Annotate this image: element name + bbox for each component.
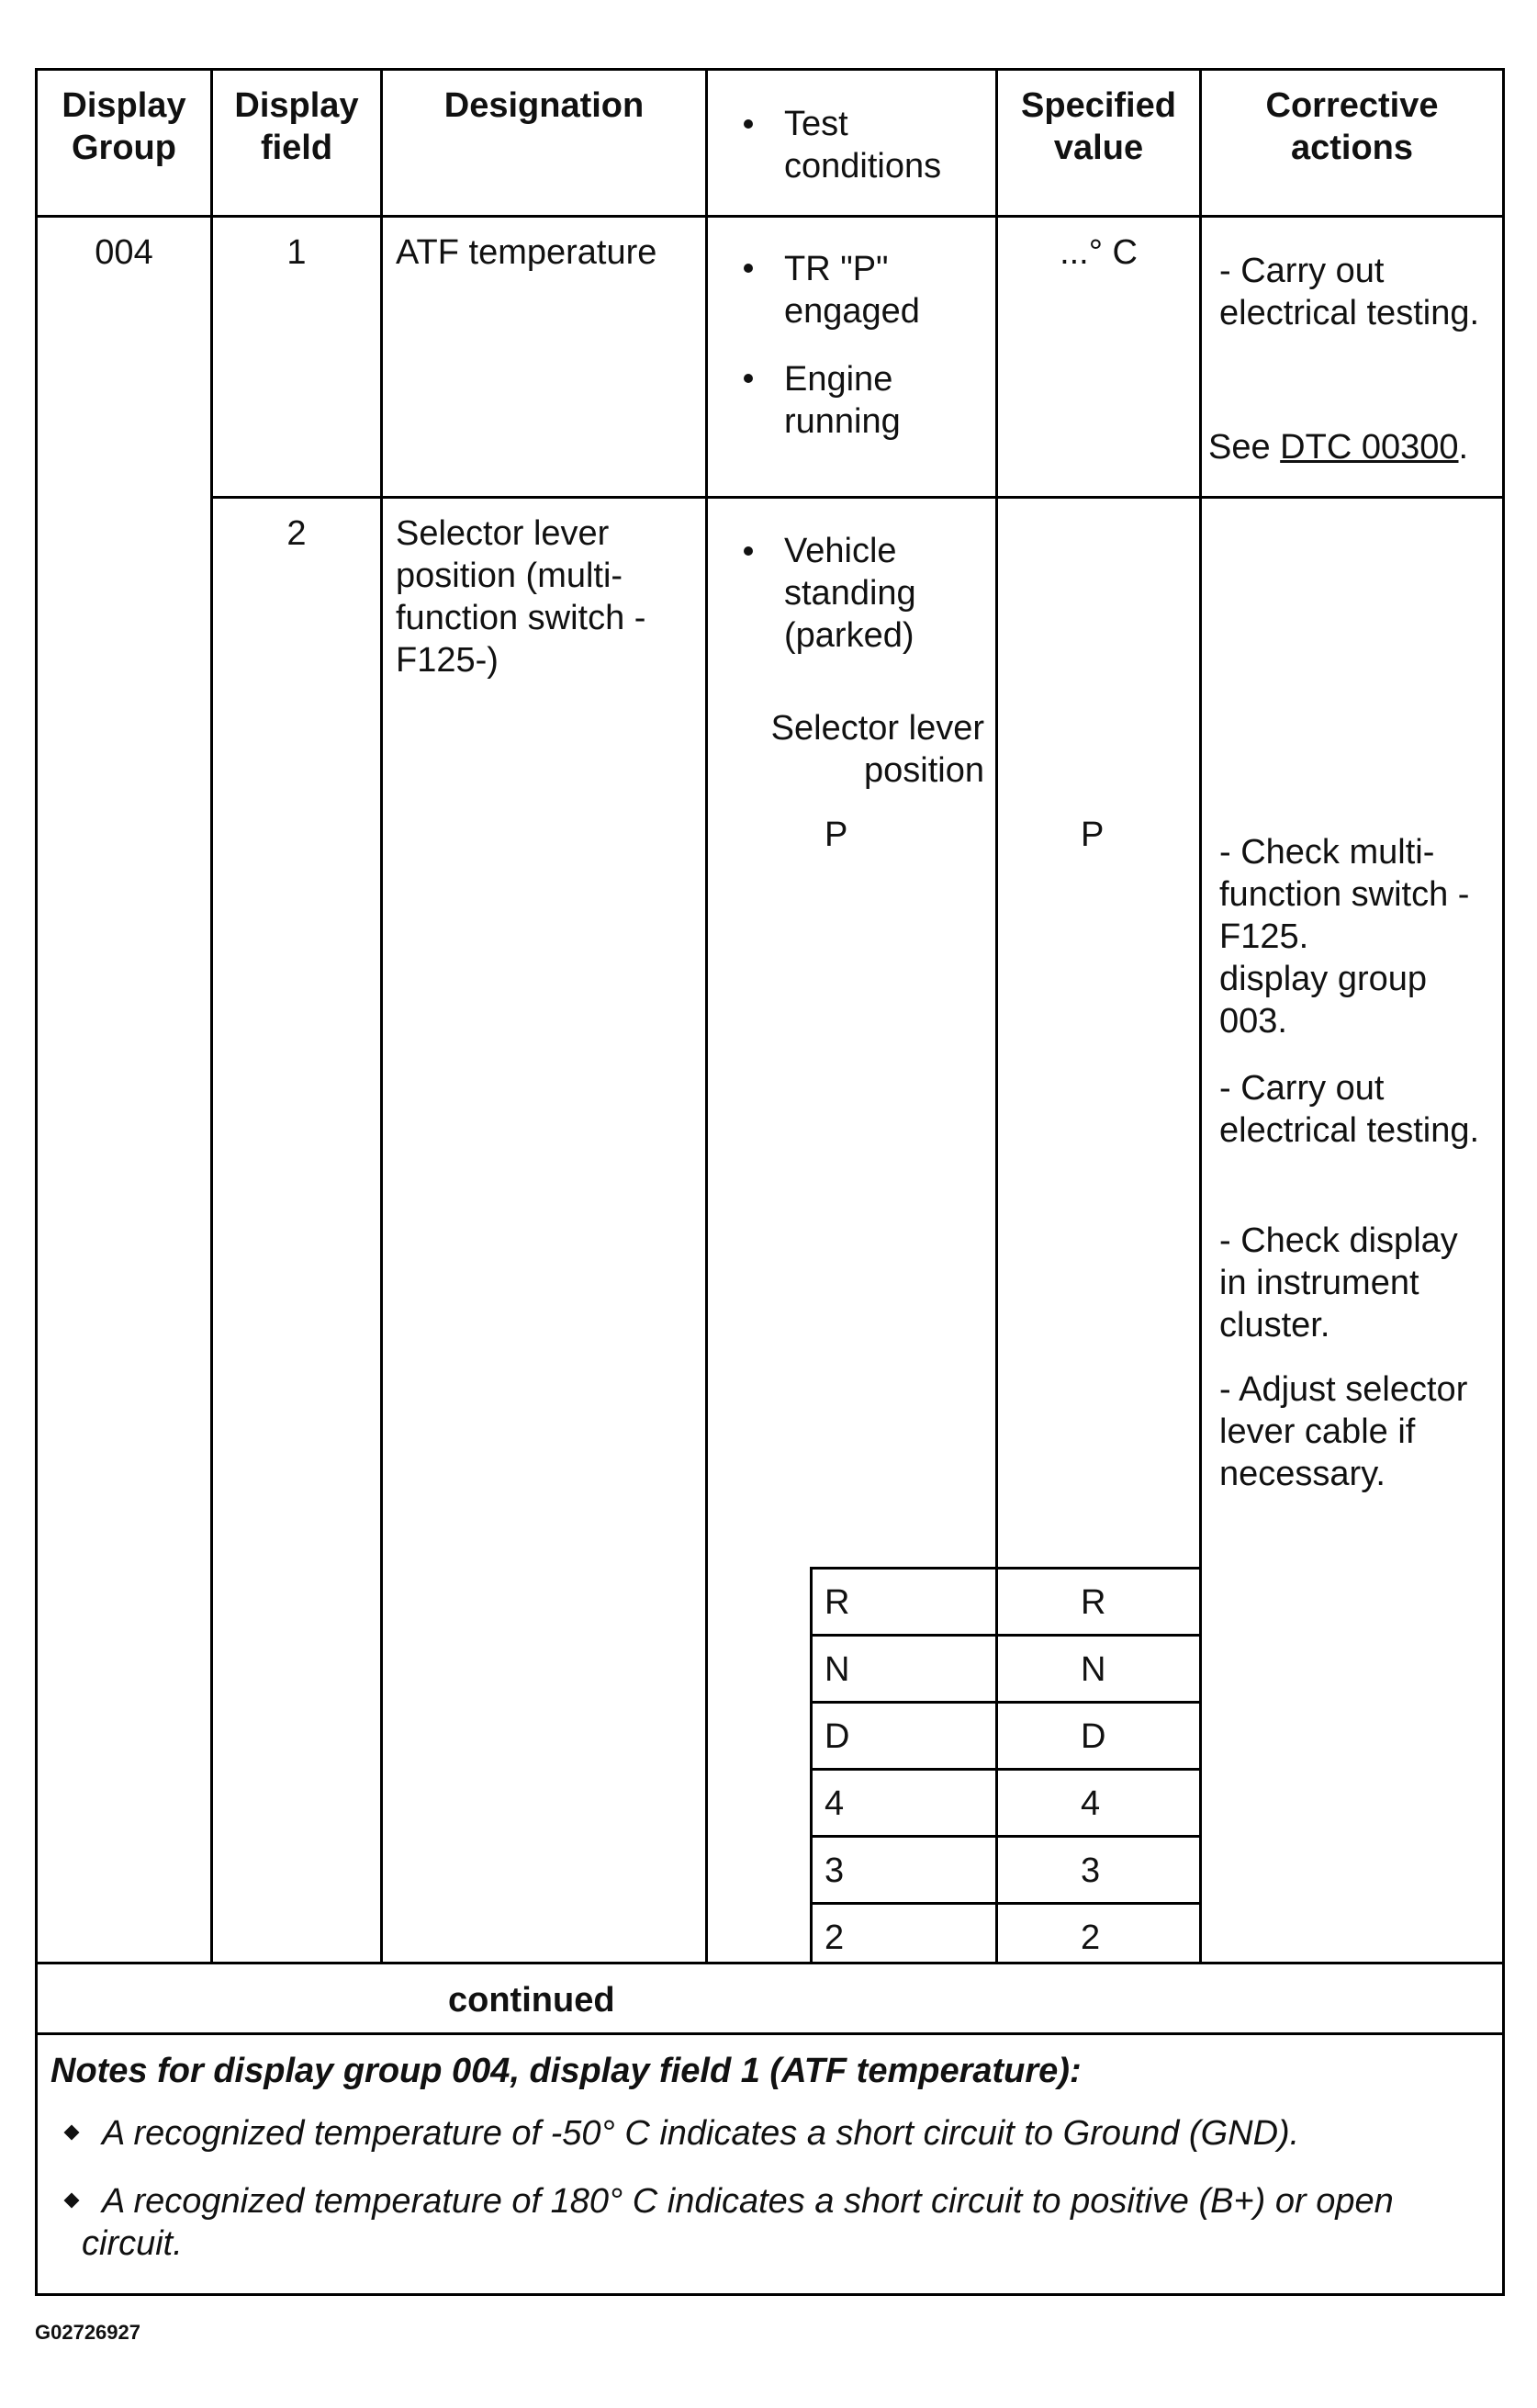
subtable-line-3 (810, 1835, 1200, 1838)
value-r: R (1081, 1583, 1106, 1622)
bullet-icon (744, 374, 753, 383)
subtable-left (810, 1567, 813, 1964)
value-3: 3 (1081, 1851, 1101, 1890)
header-test-conditions: Test conditions (784, 105, 942, 186)
display-field-value: 2 (286, 514, 307, 553)
note-item: A recognized temperature of 180° C indicates a short circuit to positive (B+) or open circuit. (82, 2182, 1394, 2263)
note-item: A recognized temperature of -50° C indicates a short circuit to Ground (GND). (102, 2114, 1300, 2153)
value-d: D (1081, 1717, 1106, 1756)
header-corrective-actions: Corrective actions (1265, 86, 1439, 167)
notes-title: Notes for display group 004, display field 1 (ATF temperature): (50, 2052, 1082, 2090)
value-2: 2 (1081, 1919, 1101, 1957)
position-4: 4 (825, 1784, 845, 1823)
col-divider-2 (380, 68, 383, 1964)
specified-value: ...° C (1060, 233, 1138, 272)
subtable-line-r (810, 1567, 1200, 1570)
col-divider-3 (705, 68, 708, 1964)
corrective-action-text: - Carry out electrical testing. (1219, 1069, 1480, 1150)
diamond-bullet-icon (64, 2125, 80, 2141)
position-n: N (825, 1650, 850, 1689)
header-designation: Designation (443, 86, 645, 125)
corrective-action-text: - Check display in instrument cluster. (1219, 1221, 1458, 1345)
display-group-value: 004 (95, 233, 153, 272)
corrective-action-text: - Carry out electrical testing. (1219, 252, 1480, 332)
condition-text: Engine running (784, 360, 901, 441)
corrective-action-text: - Check multi- function switch - F125. display group 003. (1219, 833, 1470, 1041)
subtable-line-2 (810, 1902, 1200, 1905)
body-bottom (35, 1962, 1505, 1964)
position-p: P (825, 816, 848, 854)
header-divider (35, 215, 1505, 218)
subtable-line-4 (810, 1768, 1200, 1771)
designation-value: Selector lever position (multi- function switch - F125-) (396, 514, 646, 680)
header-display-group: Display Group (62, 86, 186, 167)
col-divider-5 (1199, 68, 1202, 1964)
position-3: 3 (825, 1851, 845, 1890)
border-top (35, 68, 1505, 71)
corrective-action-text: - Adjust selector lever cable if necessary. (1219, 1370, 1468, 1493)
subtable-line-d (810, 1701, 1200, 1704)
figure-id: G02726927 (35, 2321, 140, 2344)
row-divider-1 (210, 496, 1505, 499)
condition-text: Vehicle standing (parked) (784, 532, 916, 655)
header-display-field: Display field (234, 86, 359, 167)
continued-bottom (35, 2032, 1505, 2035)
diamond-bullet-icon (64, 2193, 80, 2209)
display-field-value: 1 (286, 233, 307, 272)
border-bottom (35, 2293, 1505, 2296)
condition-text: TR "P" engaged (784, 250, 920, 331)
see-reference: See DTC 00300. (1208, 428, 1469, 467)
bullet-icon (744, 119, 753, 129)
header-specified-value: Specified value (1021, 86, 1176, 167)
continued-label: continued (448, 1981, 615, 2020)
value-n: N (1081, 1650, 1106, 1689)
value-p: P (1081, 816, 1105, 854)
col-divider-4 (995, 68, 998, 1964)
col-divider-1 (210, 68, 213, 1964)
position-d: D (825, 1717, 850, 1756)
position-2: 2 (825, 1919, 845, 1957)
bullet-icon (744, 264, 753, 273)
selector-lever-label: Selector lever position (770, 709, 984, 790)
subtable-line-n (810, 1634, 1200, 1637)
bullet-icon (744, 546, 753, 556)
dtc-link[interactable]: DTC 00300 (1280, 428, 1459, 467)
position-r: R (825, 1583, 850, 1622)
value-4: 4 (1081, 1784, 1101, 1823)
designation-value: ATF temperature (396, 233, 657, 272)
